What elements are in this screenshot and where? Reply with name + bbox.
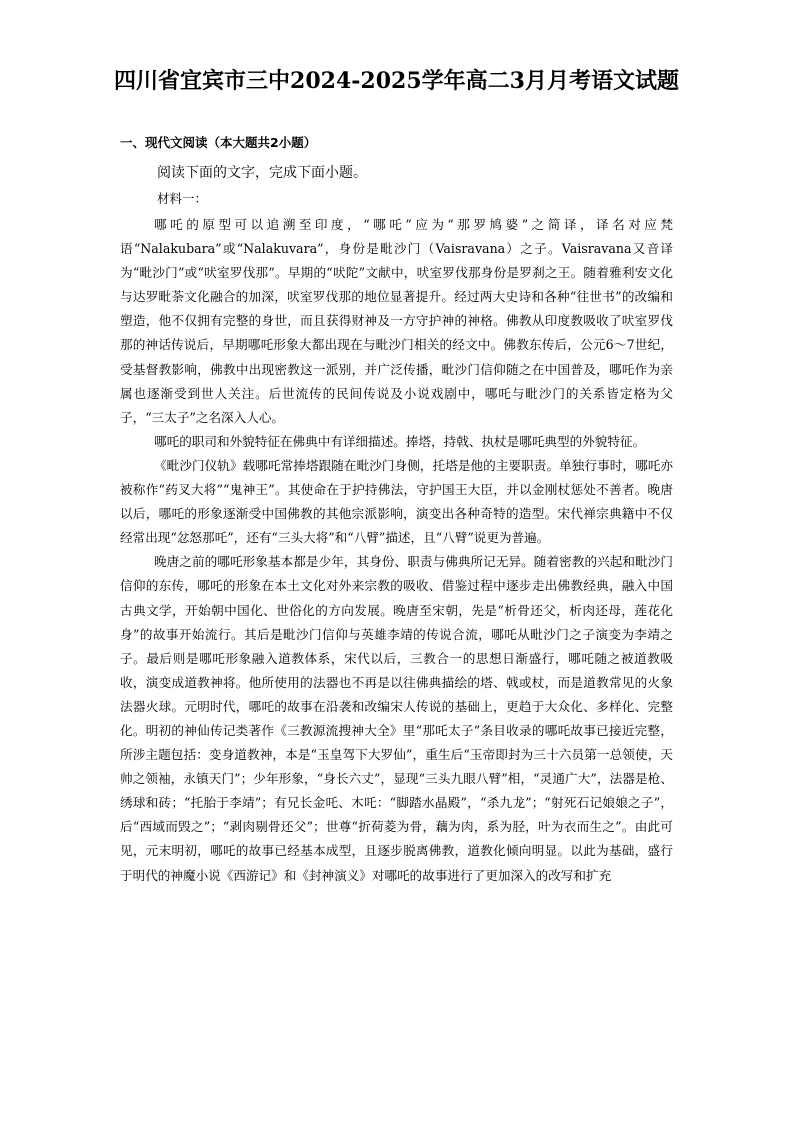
- material-label: 材料一：: [157, 191, 208, 206]
- reading-instruction: 阅读下面的文字，完成下面小题。: [157, 165, 367, 181]
- passage-paragraph: 晚唐之前的哪吒形象基本都是少年，其身份、职责与佛典所记无异。随着密教的兴起和毗沙门信仰的东传，哪吒的形象在本土文化对外来宗教的吸收、借鉴过程中逐步走出佛教经典，融入中国古典文学，开始朝中国化、世俗化的方向发展。晚唐至宋朝，先是“析骨还父，析肉还母，莲花化身”的故事开始流行。其后是毗沙门信仰与英雄李靖的传说合流，哪吒从毗沙门之子演变为李靖之子。最后则是哪吒形象融入道教体系，宋代以后，三教合一的思想日渐盛行，哪吒随之被道教吸收，演变成道教神将。他所使用的法器也不再是以往佛典描绘的塔、戟或杖，而是道教常见的火象法器火球。元明时代，哪吒的故事在沿袭和改编宋人传说的基础上，更趋于大众化、多样化、完整化。明初的神仙传记类著作《三教源流搜神大全》里“那吒太子”条目收录的哪吒故事已接近完整，所涉主题包括：变身道教神，本是“玉皇驾下大罗仙”，重生后“玉帝即封为三十六员第一总领使，天帅之领袖，永镇天门”；少年形象，“身长六丈”，显现“三头九眼八臂”相，“灵通广大”，法器是枪、绣球和砖；“托胎于李靖”；有兄长金吒、木吒：“脚踏水晶殿”，“杀九龙”；“射死石记娘娘之子”，后“西域而毁之”；“剥肉剔骨还父”；世尊“折荷菱为骨，藕为肉，系为胫，叶为衣而生之”。由此可见，元末明初，哪吒的故事已经基本成型，且逐步脱离佛教，道教化倾向明显。以此为基础，盛行于明代的神魔小说《西游记》和《封神演义》对哪吒的故事进行了更加深入的改写和扩充: [120, 554, 673, 883]
- section-heading: 一、现代文阅读（本大题共2小题）: [120, 135, 317, 150]
- passage-paragraph: 哪吒的原型可以追溯至印度，“哪吒”应为“那罗鸠婆”之简译，译名对应梵语“Nalakubara”或“Nalakuvara”，身份是毗沙门（Vaisravana）之子。Vaisravana又音译为“毗沙门”或“吠室罗伐那”。早期的“吠陀”文献中，吠室罗伐那身份是罗刹之王。随着雅利安文化与达罗毗荼文化融合的加深，吠室罗伐那的地位显著提升。经过两大史诗和各种“往世书”的改编和塑造，他不仅拥有完整的身世，而且获得财神及一方守护神的神格。佛教从印度教吸收了吠室罗伐那的神话传说后，早期哪吒形象大都出现在与毗沙门相关的经文中。佛教东传后，公元6～7世纪，受基督教影响，佛教中出现密教这一派别，并广泛传播，毗沙门信仰随之在中国普及，哪吒作为亲属也逐渐受到世人关注。后世流传的民间传说及小说戏剧中，哪吒与毗沙门的关系皆定格为父子，“三太子”之名深入人心。: [120, 217, 673, 425]
- page-title: 四川省宜宾市三中2024-2025学年高二3月月考语文试题: [114, 68, 679, 94]
- passage-paragraph: 哪吒的职司和外貌特征在佛典中有详细描述。捧塔，持戟、执杖是哪吒典型的外貌特征。: [154, 433, 646, 449]
- passage-paragraph: 《毗沙门仪轨》载哪吒常捧塔跟随在毗沙门身侧，托塔是他的主要职责。单独行事时，哪吒亦被称作“药叉大将”“鬼神王”。其使命在于护持佛法，守护国王大臣，并以金刚杖惩处不善者。晚唐以后，哪吒的形象逐渐受中国佛教的其他宗派影响，演变出各种奇特的造型。宋代禅宗典籍中不仅经常出现“忿怒那吒”，还有“三头大将”和“八臂”描述，且“八臂”说更为普遍。: [120, 457, 673, 546]
- passage-body: [120, 213, 673, 888]
